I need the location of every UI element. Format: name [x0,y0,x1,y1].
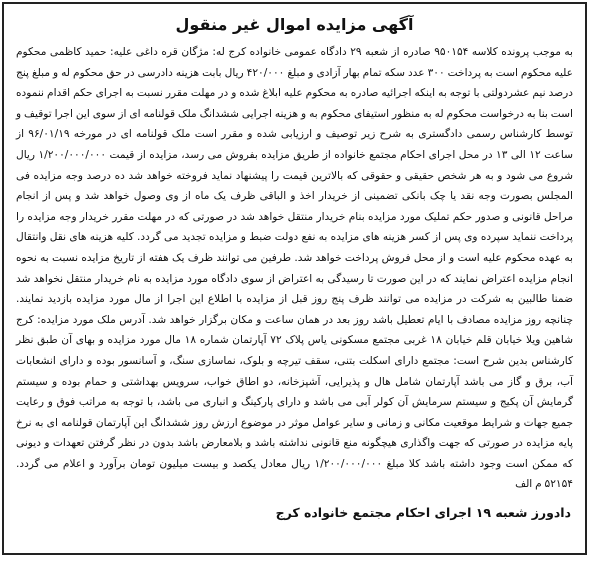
notice-signature: دادورز شعبه ۱۹ اجرای احکام مجتمع خانواده کرج [275,505,571,521]
notice-body: به موجب پرونده کلاسه ۹۵۰۱۵۴ صادره از شعبه ۲۹ دادگاه عمومی خانواده کرج له: مژگان قره داغی علیه: حمید کاظمی محکوم علیه محکوم است به پرداخت ۳۰۰ عدد سکه تمام بهار آزادی و مبلغ ۴۲۰/۰۰۰ ریال بابت هزینه دادرسی در حق محکوم له و مبلغ پنج درصد نیم عشردولتی با توجه به اینکه اجرائیه صادره به محکوم علیه ابلاغ شده و در مهلت مقرر نسبت به اجرای حکم اقدام ننموده است بنا به درخواست محکوم له به منظور استیفای محکوم به و هزینه اجرایی ششدانگ ملک قولنامه ای از سوی این اجرا توقیف و توسط کارشناس رسمی دادگستری به شرح زیر توصیف و ارزیابی شده و مقرر است ملک قولنامه ای در مورخه ۹۶/۰۱/۱۹ از ساعت ۱۲ الی ۱۳ در محل اجرای احکام مجتمع خانواده از طریق مزایده بفروش می رسد، مزایده از قیمت ۱/۲۰۰/۰۰۰/۰۰۰ ریال شروع می شود و به هر شخص حقیقی و حقوقی که بالاترین قیمت را پیشنهاد نماید فروخته خواهد شد ده درصد وجه مزایده فی المجلس بصورت وجه نقد یا چک بانکی تضمینی از خریدار اخذ و الباقی ظرف یک ماه از وی وصول خواهد شد و پس از انجام مراحل قانونی و صدور حکم تملیک مورد مزایده بنام خریدار منتقل خواهد شد در صورتی که در مهلت مقرر خریدار وجه مزایده را پرداخت ننماید سپرده وی پس از کسر هزینه های مزایده به نفع دولت ضبط و مزایده تجدید می گردد. کلیه هزینه های نقل وانتقال به عهده محکوم علیه است و از محل فروش پرداخت خواهد شد. طرفین می توانند ظرف یک هفته از تاریخ مزایده نسبت به نحوه انجام مزایده اعتراض نمایند که در این صورت تا رسیدگی به اعتراض از سوی دادگاه مورد مزایده به نام خریدار منتقل نخواهد شد ضمنا طالبین به شرکت در مزایده می توانند ظرف پنج روز قبل از مزایده با اطلاع این اجرا از مال مورد مزایده بازدید نمایند. چنانچه روز مزایده مصادف با ایام تعطیل باشد روز بعد در همان ساعت و مکان برگزار خواهد شد. آدرس ملک مورد مزایده: کرج شاهین ویلا خیابان قلم خیابان ۱۸ غربی مجتمع مسکونی یاس پلاک ۷۲ آپارتمان شماره ۱۸ مال مورد مزایده و بهای آن طبق نظر کارشناس بدین شرح است: مجتمع دارای اسکلت بتنی، سقف تیرچه و بلوک، نماسازی سنگ، و آسانسور بوده و دارای انشعابات آب، برق و گاز می باشد آپارتمان شامل هال و پذیرایی، آشپزخانه، دو اطاق خواب، سرویس بهداشتی و حمام بوده و سیستم گرمایش آن پکیج و سیستم سرمایش آن کولر آبی می باشد و دارای پارکینگ و انباری می باشد، با توجه به مراتب فوق و رعایت جمیع جهات و شرایط موقعیت مکانی و زمانی و سایر عوامل موثر در موضوع ارزش روز ششدانگ این آپارتمان قولنامه ای به نرخ پایه مزایده در صورتی که جهت واگذاری هیچگونه منع قانونی نداشته باشد و بلامعارض باشد بدون در نظر گرفتن تعهدات و دیونی که ممکن است وجود داشته باشد کلا مبلغ ۱/۲۰۰/۰۰۰/۰۰۰ ریال معادل یکصد و بیست میلیون تومان برآورد و اعلام می گردد. ۵۲۱۵۴ م الف [16,46,574,491]
notice-title: آگهی مزایده اموال غیر منقول [175,15,414,34]
auction-notice [2,2,587,555]
